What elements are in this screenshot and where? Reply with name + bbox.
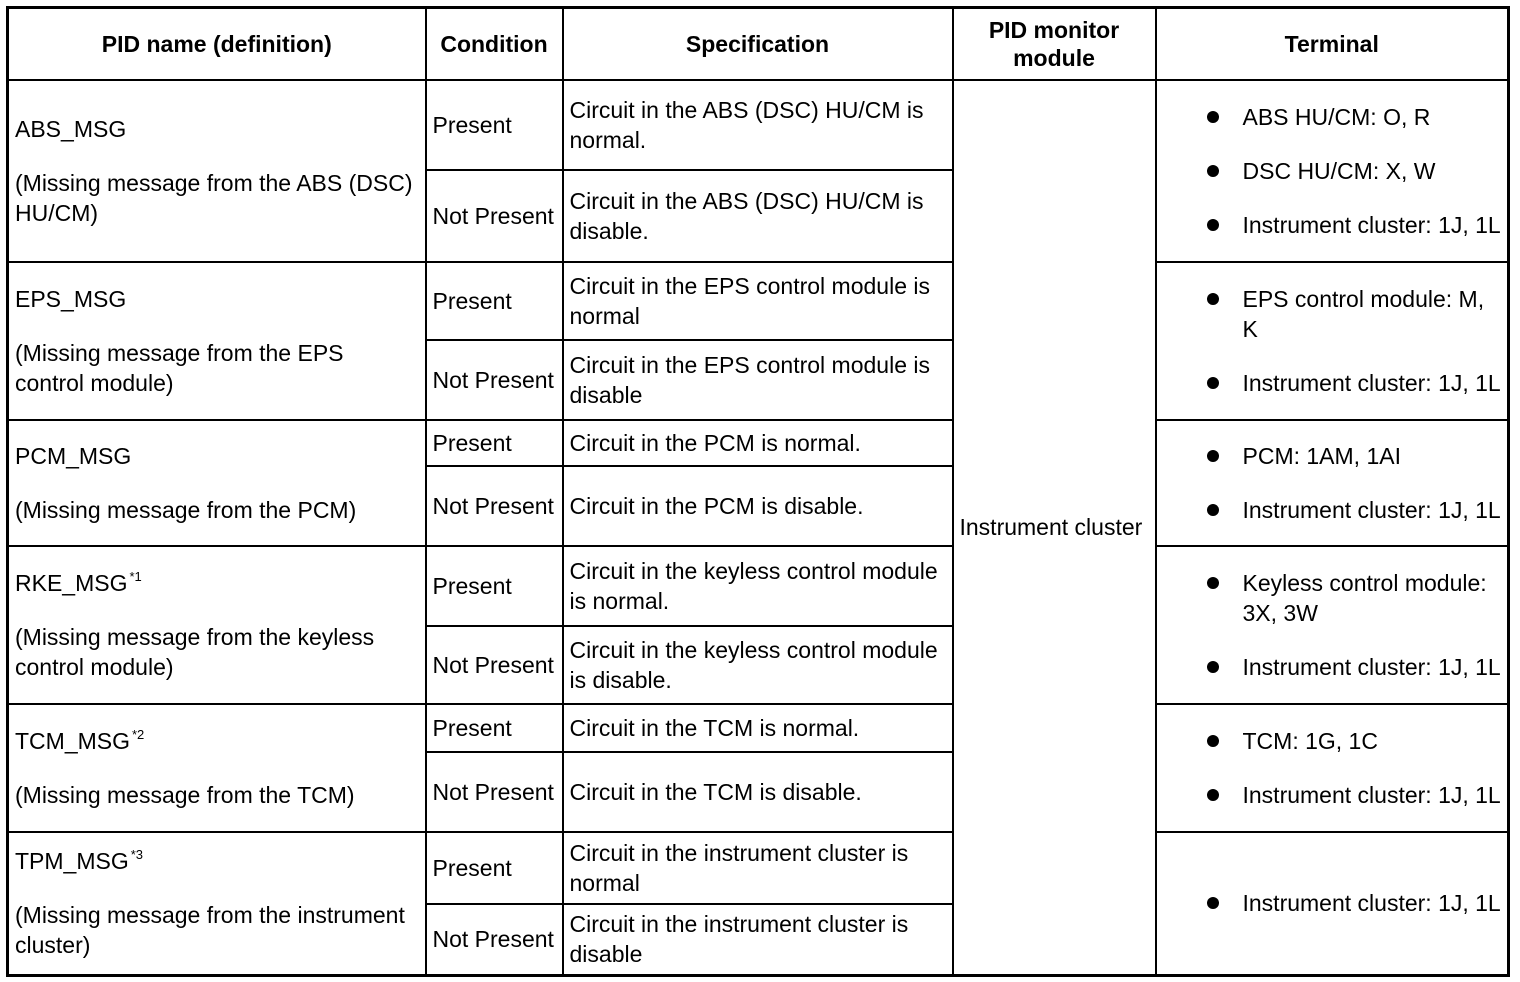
condition-present: Present — [426, 420, 563, 466]
condition-present: Present — [426, 262, 563, 340]
pid-name: RKE_MSG — [15, 569, 128, 596]
terminal-item: DSC HU/CM: X, W — [1203, 156, 1502, 186]
spec-present: Circuit in the PCM is normal. — [563, 420, 953, 466]
spec-not-present: Circuit in the keyless control module is disable. — [563, 626, 953, 704]
pid-name-cell — [8, 80, 426, 262]
condition-not-present: Not Present — [426, 904, 563, 976]
condition-not-present: Not Present — [426, 466, 563, 546]
spec-not-present: Circuit in the TCM is disable. — [563, 752, 953, 832]
terminal-cell — [1156, 80, 1509, 262]
condition-not-present: Not Present — [426, 170, 563, 262]
terminal-item: TCM: 1G, 1C — [1203, 726, 1502, 756]
terminal-item: ABS HU/CM: O, R — [1203, 102, 1502, 132]
spec-not-present: Circuit in the ABS (DSC) HU/CM is disable. — [563, 170, 953, 262]
pid-definition: (Missing message from the EPS control module) — [15, 339, 344, 396]
pid-definition: (Missing message from the instrument cluster) — [15, 902, 405, 959]
spec-present: Circuit in the keyless control module is normal. — [563, 546, 953, 626]
table-row — [8, 262, 1509, 340]
spec-not-present: Circuit in the PCM is disable. — [563, 466, 953, 546]
pid-name-cell — [8, 832, 426, 976]
terminal-cell — [1156, 832, 1509, 976]
header-row — [8, 8, 1509, 80]
footnote-marker: *2 — [132, 726, 145, 742]
condition-not-present: Not Present — [426, 340, 563, 420]
header-terminal: Terminal — [1156, 8, 1509, 80]
pid-name-cell — [8, 704, 426, 832]
header-specification: Specification — [563, 8, 953, 80]
spec-present: Circuit in the EPS control module is normal — [563, 262, 953, 340]
condition-not-present: Not Present — [426, 626, 563, 704]
spec-present: Circuit in the ABS (DSC) HU/CM is normal. — [563, 80, 953, 170]
condition-present: Present — [426, 80, 563, 170]
terminal-item: Instrument cluster: 1J, 1L — [1203, 495, 1502, 525]
condition-present: Present — [426, 704, 563, 752]
spec-present: Circuit in the instrument cluster is normal — [563, 832, 953, 904]
spec-present: Circuit in the TCM is normal. — [563, 704, 953, 752]
terminal-cell — [1156, 262, 1509, 420]
pid-definition: (Missing message from the TCM) — [15, 781, 355, 808]
table-row — [8, 546, 1509, 626]
pid-name: PCM_MSG — [15, 442, 132, 469]
pid-name: ABS_MSG — [15, 115, 127, 142]
terminal-item: EPS control module: M, K — [1203, 284, 1502, 344]
header-monitor-module: PID monitor module — [953, 8, 1156, 80]
pid-table — [6, 6, 1510, 977]
terminal-item: Instrument cluster: 1J, 1L — [1203, 780, 1502, 810]
table-row — [8, 832, 1509, 904]
pid-name-cell — [8, 262, 426, 420]
pid-name: EPS_MSG — [15, 285, 127, 312]
monitor-module-cell: Instrument cluster — [953, 80, 1156, 976]
header-condition: Condition — [426, 8, 563, 80]
footnote-marker: *1 — [129, 568, 142, 584]
terminal-item: PCM: 1AM, 1AI — [1203, 441, 1502, 471]
terminal-item: Keyless control module: 3X, 3W — [1203, 568, 1502, 628]
pid-definition: (Missing message from the keyless control module) — [15, 623, 375, 680]
terminal-cell — [1156, 704, 1509, 832]
terminal-item: Instrument cluster: 1J, 1L — [1203, 652, 1502, 682]
condition-not-present: Not Present — [426, 752, 563, 832]
spec-not-present: Circuit in the instrument cluster is disable — [563, 904, 953, 976]
table-row — [8, 420, 1509, 466]
header-pid-name: PID name (definition) — [8, 8, 426, 80]
footnote-marker: *3 — [130, 847, 144, 863]
condition-present: Present — [426, 832, 563, 904]
condition-present: Present — [426, 546, 563, 626]
terminal-cell — [1156, 546, 1509, 704]
terminal-item: Instrument cluster: 1J, 1L — [1203, 368, 1502, 398]
table-row — [8, 704, 1509, 752]
terminal-item: Instrument cluster: 1J, 1L — [1203, 888, 1502, 918]
pid-name-cell — [8, 546, 426, 704]
terminal-cell — [1156, 420, 1509, 546]
table-row — [8, 80, 1509, 170]
pid-name: TCM_MSG — [15, 727, 130, 754]
pid-definition: (Missing message from the ABS (DSC) HU/CM) — [15, 169, 413, 226]
pid-definition: (Missing message from the PCM) — [15, 496, 357, 523]
pid-name: TPM_MSG — [15, 848, 129, 875]
pid-name-cell — [8, 420, 426, 546]
spec-not-present: Circuit in the EPS control module is disable — [563, 340, 953, 420]
terminal-item: Instrument cluster: 1J, 1L — [1203, 210, 1502, 240]
